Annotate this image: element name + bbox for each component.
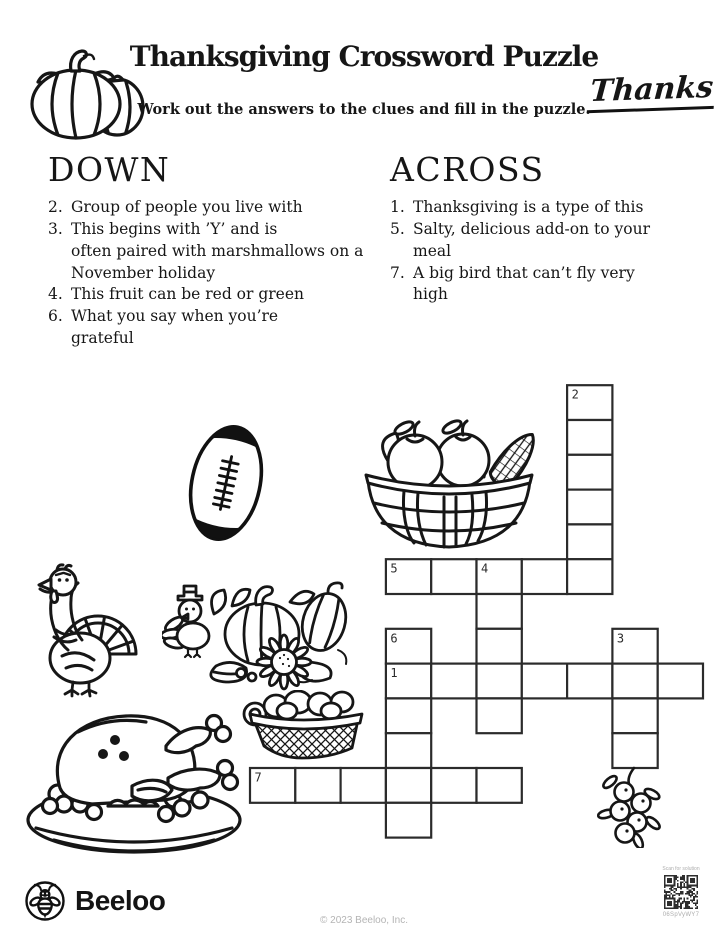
clue-number: 5. (390, 220, 405, 239)
grid-cell-number: 1 (390, 666, 398, 681)
qr-code-id: 06SpVyWY7 (662, 912, 700, 918)
grid-cell[interactable] (477, 768, 522, 803)
clue-number: 6. (48, 307, 63, 326)
grid-cell[interactable] (567, 490, 612, 525)
grid-cell[interactable] (386, 559, 431, 594)
clue-text: A big bird that can’t fly very high (413, 263, 635, 304)
qr-caption: Scan for solution (662, 866, 700, 872)
grid-cell[interactable] (612, 664, 657, 699)
grid-cell[interactable] (477, 594, 522, 629)
clue-item (390, 219, 724, 263)
grid-cell[interactable] (612, 733, 657, 768)
grid-cell[interactable] (567, 385, 612, 420)
grid-cell[interactable] (250, 768, 295, 803)
grid-cell[interactable] (567, 455, 612, 490)
grid-cell[interactable] (295, 768, 340, 803)
grid-cell[interactable] (386, 629, 431, 664)
clue-item (48, 197, 382, 219)
grid-cell[interactable] (567, 524, 612, 559)
clue-text: This fruit can be red or green (71, 285, 305, 304)
across-clue-list (390, 197, 724, 306)
clue-item (48, 219, 382, 284)
roast-turkey-illustration (20, 690, 248, 858)
clue-item (48, 306, 382, 350)
clue-number: 3. (48, 220, 63, 239)
grid-cell[interactable] (431, 559, 476, 594)
grid-cell-number: 6 (390, 631, 398, 646)
clue-text: What you say when you’re grateful (71, 307, 279, 348)
grid-cell[interactable] (431, 664, 476, 699)
grid-cell[interactable] (567, 664, 612, 699)
grid-cell[interactable] (522, 664, 567, 699)
grid-cell[interactable] (386, 698, 431, 733)
clue-text: Group of people you live with (71, 198, 303, 217)
pumpkin-centerpiece-illustration (162, 580, 362, 694)
brand-name: Beeloo (75, 885, 166, 916)
across-heading: ACROSS (390, 150, 545, 189)
grid-cell[interactable] (386, 768, 431, 803)
clue-text: This begins with ’Y’ and is often paired with marshmallows on a November holiday (71, 220, 364, 282)
grid-cell[interactable] (567, 559, 612, 594)
page-title: Thanksgiving Crossword Puzzle (129, 40, 599, 73)
clue-number: 4. (48, 285, 63, 304)
harvest-basket-illustration (360, 417, 538, 557)
qr-block (660, 866, 702, 919)
turkey-illustration (16, 550, 144, 698)
thanks-script: Thanks (588, 72, 708, 111)
grid-cell-number: 7 (254, 770, 262, 785)
grid-cell[interactable] (477, 698, 522, 733)
page-subtitle: Work out the answers to the clues and fill in the puzzle. (137, 101, 591, 118)
qr-code (664, 875, 698, 909)
clue-text: Thanksgiving is a type of this (413, 198, 644, 217)
grid-cell[interactable] (612, 698, 657, 733)
across-clues-section (390, 152, 724, 306)
grid-cell[interactable] (477, 629, 522, 664)
grid-cell[interactable] (431, 768, 476, 803)
grid-cell[interactable] (386, 803, 431, 838)
grid-cell-number: 2 (571, 387, 579, 402)
grid-cell[interactable] (477, 559, 522, 594)
grid-cell-number: 4 (481, 561, 489, 576)
clue-number: 7. (390, 263, 405, 282)
copyright-text: © 2023 Beeloo, Inc. (320, 915, 408, 926)
clue-number: 2. (48, 198, 63, 217)
grid-cell[interactable] (386, 664, 431, 699)
grid-cell-number: 3 (616, 631, 625, 646)
clue-number: 1. (390, 198, 405, 217)
grid-cell[interactable] (477, 664, 522, 699)
bread-basket-illustration (240, 690, 366, 764)
clue-item (48, 284, 382, 306)
clue-text: Salty, delicious add-on to your meal (413, 220, 650, 260)
football-illustration (176, 418, 276, 548)
cranberries-illustration (597, 765, 664, 848)
grid-cell[interactable] (341, 768, 386, 803)
grid-cell[interactable] (522, 559, 567, 594)
clue-item (390, 263, 724, 307)
grid-cell-number: 5 (390, 561, 398, 576)
grid-cell[interactable] (567, 420, 612, 455)
grid-cell[interactable] (612, 629, 657, 664)
grid-cell[interactable] (386, 733, 431, 768)
grid-cell[interactable] (658, 664, 703, 699)
down-clues-section (48, 152, 382, 350)
down-heading: DOWN (48, 150, 171, 189)
down-clue-list (48, 197, 382, 350)
clue-item (390, 197, 724, 219)
